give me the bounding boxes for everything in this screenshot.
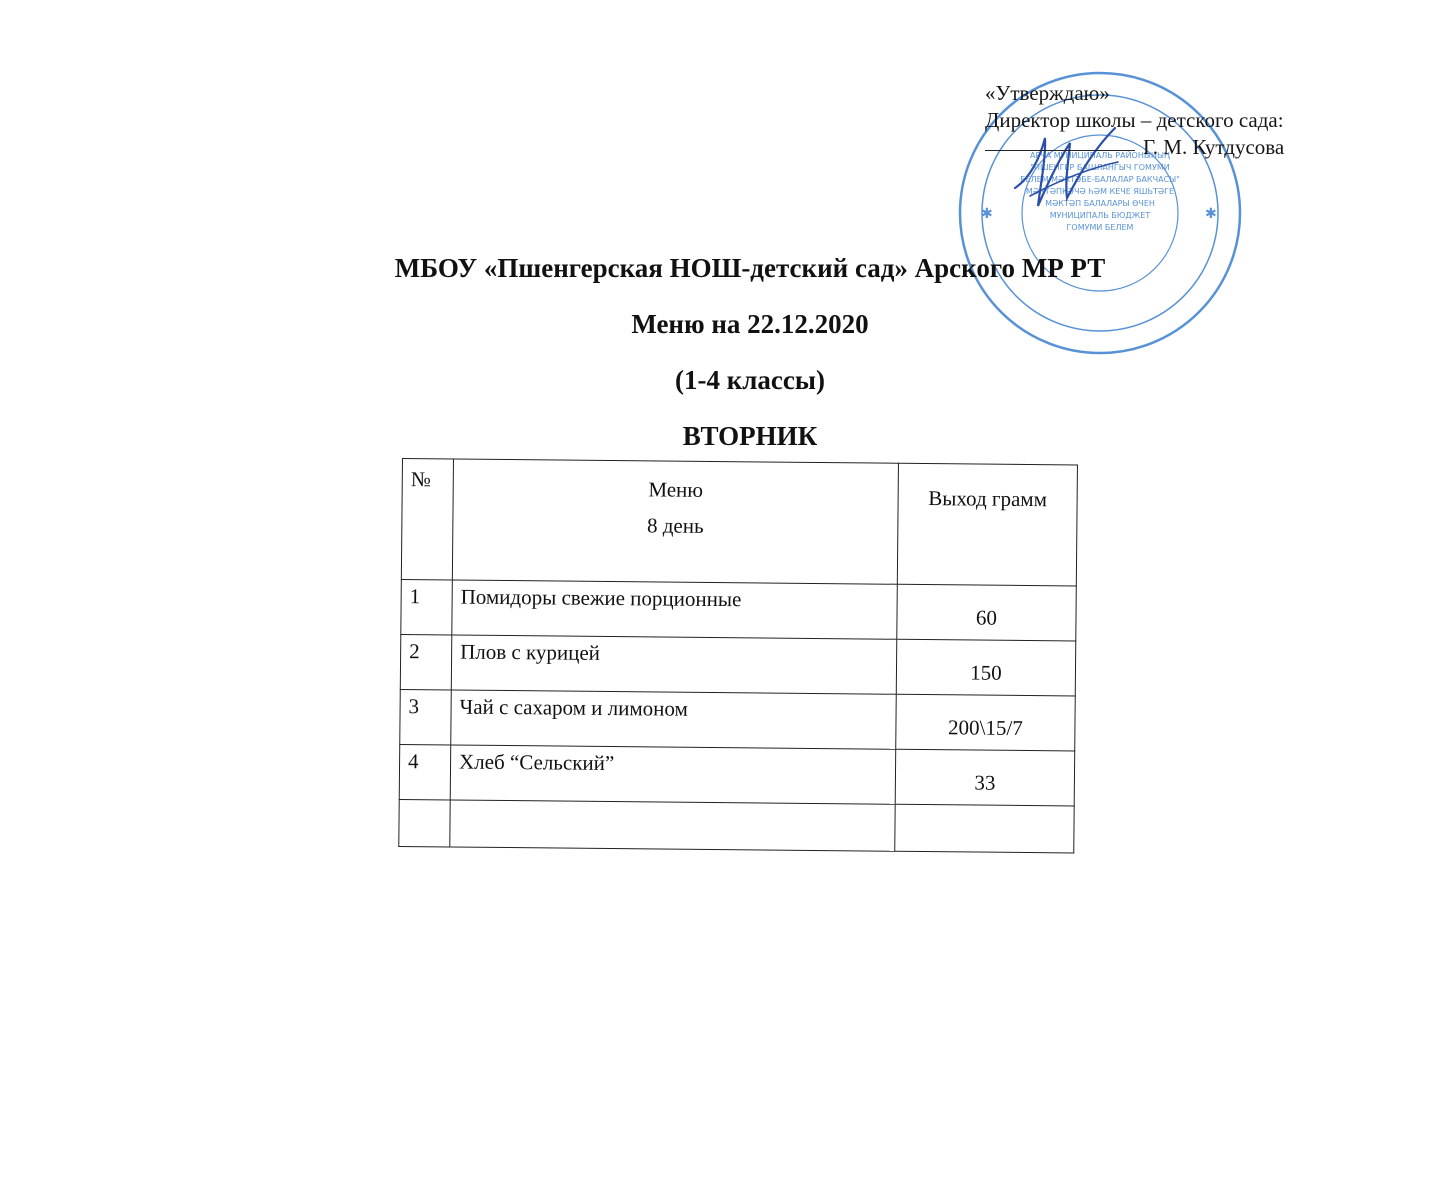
school-name: МБОУ «Пшенгерская НОШ-детский сад» Арского МР РТ [394,253,1106,283]
svg-text:✱: ✱ [1205,207,1217,222]
row-num: 3 [400,689,452,744]
title-block [300,240,1200,464]
header-num: № [401,459,453,580]
row-dish: Помидоры свежие порционные [452,580,898,639]
header-output: Выход грамм [897,463,1077,586]
menu-date: Меню на 22.12.2020 [631,309,869,339]
table-row [401,579,1076,640]
approval-position: Директор школы – детского сада: [985,108,1284,132]
table-row [400,634,1075,695]
row-output: 200\15/7 [896,694,1076,751]
header-menu [452,459,898,584]
table-header-row [401,459,1077,586]
row-output: 60 [897,584,1077,641]
table-row [399,744,1074,805]
row-num-empty [399,799,450,846]
svg-text:"ПШЕНГЕР БАШЛАНГЫЧ ГОМУМИ: "ПШЕНГЕР БАШЛАНГЫЧ ГОМУМИ [1030,163,1170,172]
svg-text:МӘКТӘПКӘЧӘ ҺӘМ КЕЧЕ ЯШЬТӘГЕ: МӘКТӘПКӘЧӘ ҺӘМ КЕЧЕ ЯШЬТӘГЕ [1025,187,1175,196]
row-dish: Хлеб “Сельский” [450,745,896,804]
svg-text:✱: ✱ [981,207,993,222]
row-output-empty [895,804,1074,853]
row-dish: Плов с курицей [451,635,897,694]
svg-text:АРЧА МУНИЦИПАЛЬ РАЙОНЫНЫҢ: АРЧА МУНИЦИПАЛЬ РАЙОНЫНЫҢ [1029,151,1171,160]
svg-text:ГОМУМИ БЕЛЕМ: ГОМУМИ БЕЛЕМ [1066,223,1134,232]
signature-blank [985,150,1135,151]
svg-text:МӘКТӘП БАЛАЛАРЫ ӨЧЕН: МӘКТӘП БАЛАЛАРЫ ӨЧЕН [1045,199,1155,208]
header-menu-day: 8 день [646,513,704,538]
row-num: 2 [400,634,452,689]
approval-name: Г. М. Кутдусова [1143,135,1285,159]
table-row-empty [399,799,1074,852]
row-dish: Чай с сахаром и лимоном [451,690,897,749]
weekday: ВТОРНИК [682,421,818,451]
row-dish-empty [450,800,895,851]
approval-heading: «Утверждаю» [985,81,1110,105]
approval-signature-line [985,134,1365,161]
table-row [400,689,1075,750]
row-num: 1 [401,579,453,634]
svg-text:МУНИЦИПАЛЬ БЮДЖЕТ: МУНИЦИПАЛЬ БЮДЖЕТ [1049,211,1151,220]
grades: (1-4 классы) [675,365,825,395]
row-output: 33 [895,749,1075,806]
row-output: 150 [896,639,1076,696]
header-menu-label: Меню [648,477,704,502]
svg-text:БЕЛЕМ МӘКТӘБЕ-БАЛАЛАР БАКЧАСЫ": БЕЛЕМ МӘКТӘБЕ-БАЛАЛАР БАКЧАСЫ" [1020,175,1180,184]
row-num: 4 [399,744,451,799]
menu-table [398,458,1078,853]
approval-block [985,80,1365,161]
